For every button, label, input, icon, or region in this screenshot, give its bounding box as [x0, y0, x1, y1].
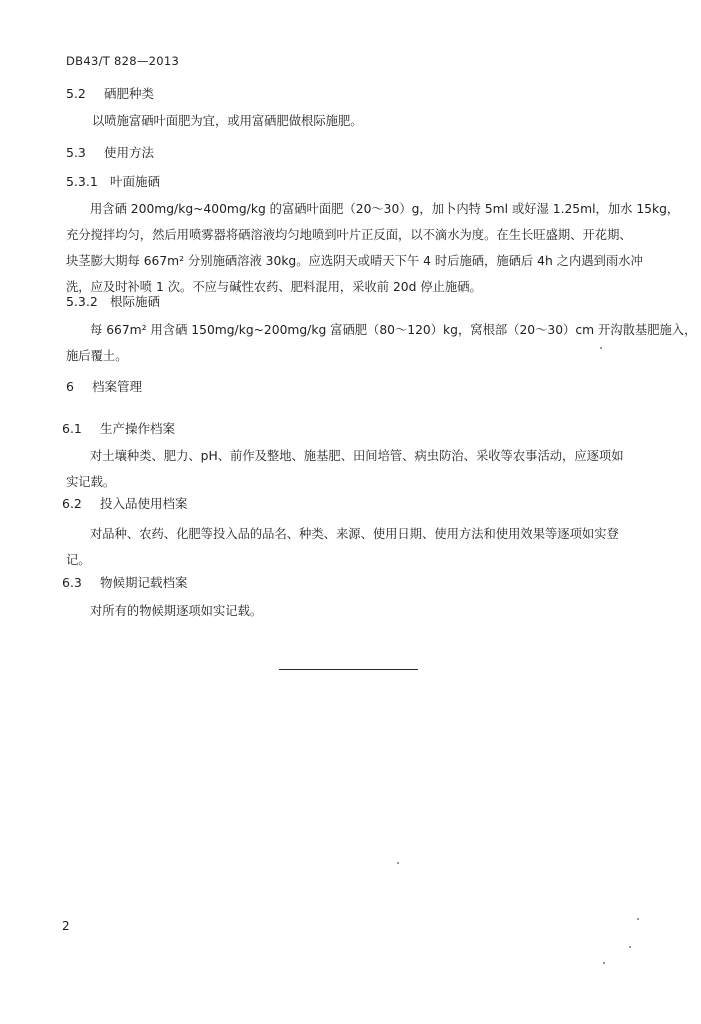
heading-title: 物候期记载档案 [100, 575, 188, 590]
heading-number: 6.3 [62, 575, 82, 590]
heading-6-2 [62, 494, 188, 512]
paragraph-6-3: 对所有的物候期逐项如实记载。 [90, 604, 263, 618]
scan-speck [629, 946, 631, 948]
standard-code: DB43/T 828—2013 [66, 54, 180, 68]
heading-6 [66, 377, 142, 395]
scan-speck [600, 347, 602, 349]
heading-number: 5.3.2 [66, 294, 98, 309]
paragraph-6-2 [66, 521, 646, 573]
heading-5-2 [66, 84, 154, 102]
paragraph-5-2: 以喷施富硒叶面肥为宜，或用富硒肥做根际施肥。 [92, 114, 363, 128]
paragraph-5-3-2 [66, 317, 697, 369]
scan-speck [603, 962, 605, 964]
heading-title: 叶面施硒 [110, 174, 161, 189]
paragraph-6-1 [66, 443, 646, 495]
heading-title: 硒肥种类 [104, 86, 155, 101]
heading-title: 使用方法 [104, 145, 155, 160]
heading-number: 5.3.1 [66, 174, 98, 189]
paragraph-line: 施后覆土。 [66, 349, 128, 363]
paragraph-line: 实记载。 [66, 475, 116, 489]
paragraph-line: 块茎膨大期每 667m² 分别施硒溶液 30kg。应选阴天或晴天下午 4 时后施硒，施硒后 4h 之内遇到雨水冲 [66, 254, 643, 268]
heading-6-1 [62, 419, 175, 437]
heading-number: 5.3 [66, 145, 86, 160]
heading-5-3 [66, 143, 154, 161]
paragraph-line: 对品种、农药、化肥等投入品的品名、种类、来源、使用日期、使用方法和使用效果等逐项如实登 [90, 527, 619, 541]
paragraph-line: 每 667m² 用含硒 150mg/kg~200mg/kg 富硒肥（80～120）kg，窝根部（20～30）cm 开沟散基肥施入， [90, 323, 697, 337]
heading-title: 投入品使用档案 [100, 496, 188, 511]
end-of-text-rule [279, 669, 418, 670]
heading-number: 6 [66, 379, 74, 394]
paragraph-line: 记。 [66, 553, 91, 567]
heading-5-3-2 [66, 292, 160, 310]
heading-5-3-1 [66, 172, 160, 190]
heading-title: 根际施硒 [110, 294, 161, 309]
paragraph-line: 用含硒 200mg/kg~400mg/kg 的富硒叶面肥（20～30）g，加卜内特 5ml 或好湿 1.25ml，加水 15kg， [90, 202, 680, 216]
paragraph-line: 对土壤种类、肥力、pH、前作及整地、施基肥、田间培管、病虫防治、采收等农事活动，应逐项如 [90, 449, 624, 463]
heading-number: 6.2 [62, 496, 82, 511]
heading-title: 档案管理 [92, 379, 143, 394]
heading-title: 生产操作档案 [100, 421, 176, 436]
heading-number: 6.1 [62, 421, 82, 436]
paragraph-line: 洗，应及时补喷 1 次。不应与碱性农药、肥料混用，采收前 20d 停止施硒。 [66, 280, 482, 294]
scan-speck [397, 862, 399, 864]
scan-speck [637, 918, 639, 920]
heading-number: 5.2 [66, 86, 86, 101]
page-number: 2 [62, 919, 70, 933]
heading-6-3 [62, 573, 188, 591]
paragraph-5-3-1 [66, 196, 680, 300]
paragraph-line: 充分搅拌均匀，然后用喷雾器将硒溶液均匀地喷到叶片正反面，以不滴水为度。在生长旺盛期、开花期、 [66, 228, 632, 242]
